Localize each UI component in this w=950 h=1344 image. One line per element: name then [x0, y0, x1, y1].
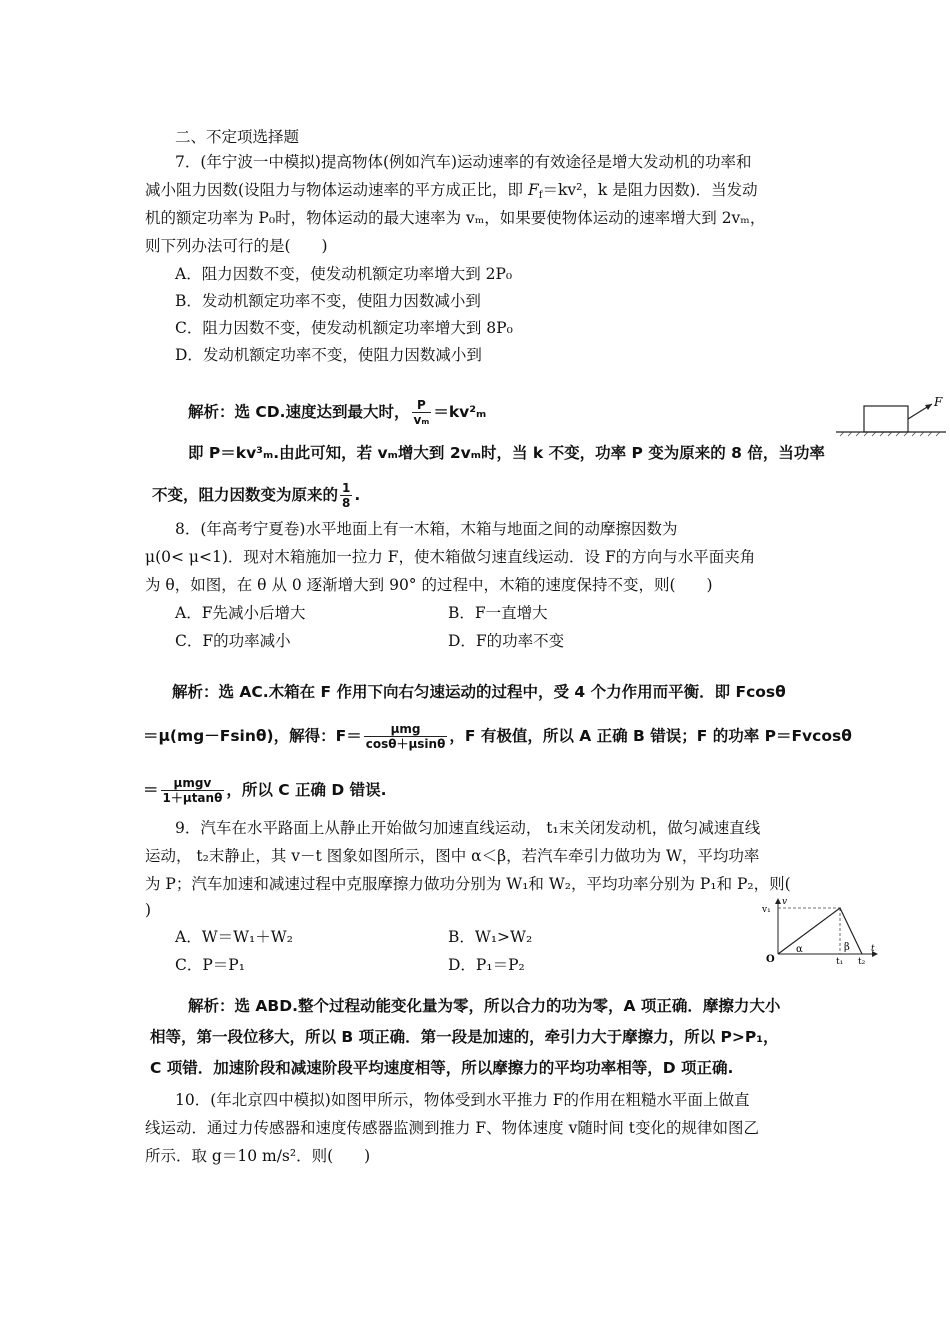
q8-line: 为 θ，如图，在 θ 从 0 逐渐增大到 90° 的过程中，木箱的速度保持不变，则( ): [145, 576, 713, 594]
arrow-head: [925, 404, 932, 410]
q7-option-a: A．阻力因数不变，使发动机额定功率增大到 2P₀: [175, 265, 513, 283]
fraction: $\frac{P}{\text{vₘ}}$: [413, 398, 430, 427]
fraction: $\frac{1}{8}$: [342, 481, 351, 510]
t-label: t: [871, 944, 875, 954]
fraction: $\frac{\text{μmgv}}{1+\mu\tan\theta}$: [162, 776, 223, 805]
q7-line: 则下列办法可行的是( ): [145, 237, 328, 255]
q9-line: 运动， t₂末静止，其 v－t 图象如图所示，图中 α＜β，若汽车牵引力做功为 W，平均功率: [145, 847, 760, 865]
q9-option-c: C．P＝P₁: [175, 956, 245, 974]
fraction: $\frac{\text{μmg}}{\cos\theta+\mu\sin\theta}$: [365, 722, 446, 751]
q9-line: 9．汽车在水平路面上从静止开始做匀加速直线运动， t₁末关闭发动机，做匀减速直线: [175, 819, 761, 837]
q7-analysis: 即 P＝kv³ₘ.由此可知，若 vₘ增大到 2vₘ时，当 k 不变，功率 P 变为原来的 8 倍，当功率: [188, 444, 825, 462]
origin-label: O: [766, 954, 775, 965]
q9-option-b: B．W₁>W₂: [448, 928, 533, 946]
q10-line: 所示．取 g＝10 m/s²．则( ): [145, 1147, 371, 1165]
v-label: v: [782, 897, 788, 907]
q8-option-d: D．F的功率不变: [448, 632, 565, 650]
q9-analysis: C 项错．加速阶段和减速阶段平均速度相等，所以摩擦力的平均功率相等，D 项正确.: [150, 1059, 734, 1077]
box: [864, 406, 908, 432]
q8-analysis: ＝μ(mg－Fsinθ)，解得：F＝ $\frac{\text{μmg}}{\cos\theta+\mu\sin\theta}$ ，F 有极值，所以 A 正确 B 错误；F 的功率 P＝Fvcosθ: [143, 722, 852, 751]
q10-line: 10．(年北京四中模拟)如图甲所示，物体受到水平推力 F的作用在粗糙水平面上做直: [175, 1091, 750, 1109]
q9-line: ): [145, 901, 152, 919]
q7-line: 减小阻力因数(设阻力与物体运动速率的平方成正比，即 $F_f=kv^2$，k 是阻力因数)．当发动: [145, 181, 758, 201]
t1-label: t₁: [836, 957, 844, 966]
q10-line: 线运动．通过力传感器和速度传感器监测到推力 F、物体速度 v随时间 t变化的规律如图乙: [145, 1119, 760, 1137]
q8-analysis: 解析：选 AC.木箱在 F 作用下向右匀速运动的过程中，受 4 个力作用而平衡．即 Fcosθ: [172, 683, 786, 701]
q9-option-a: A．W＝W₁＋W₂: [175, 928, 293, 946]
q7-analysis: 不变，阻力因数变为原来的 $\frac{1}{8}$ .: [152, 481, 361, 510]
box-pull-figure: [832, 392, 950, 440]
force-label: F: [934, 395, 943, 409]
q8-option-b: B．F一直增大: [448, 604, 548, 622]
alpha-label: α: [796, 944, 803, 955]
q8-line: μ(0< μ<1)．现对木箱施加一拉力 F，使木箱做匀速直线运动．设 F的方向与水平面夹角: [145, 548, 756, 566]
beta-label: β: [844, 942, 850, 953]
q7-option-d: D．发动机额定功率不变，使阻力因数减小到: [175, 346, 482, 364]
section-title: 二、不定项选择题: [175, 128, 300, 146]
q8-option-c: C．F的功率减小: [175, 632, 291, 650]
q9-line: 为 P；汽车加速和减速过程中克服摩擦力做功分别为 W₁和 W₂，平均功率分别为 P₁和 P₂，则(: [145, 875, 791, 893]
v1-label: v₁: [762, 905, 771, 915]
q7-option-c: C．阻力因数不变，使发动机额定功率增大到 8P₀: [175, 319, 513, 337]
q9-analysis: 相等，第一段位移大，所以 B 项正确．第一段是加速的，牵引力大于摩擦力，所以 P>P₁，: [150, 1028, 779, 1046]
q7-line: 7．(年宁波一中模拟)提高物体(例如汽车)运动速率的有效途径是增大发动机的功率和: [175, 153, 752, 171]
q9-option-d: D．P₁＝P₂: [448, 956, 525, 974]
q7-line: 机的额定功率为 P₀时，物体运动的最大速率为 vₘ，如果要使物体运动的速率增大到 2vₘ，: [145, 209, 766, 227]
q7-option-b: B．发动机额定功率不变，使阻力因数减小到: [175, 292, 481, 310]
ground-hatch: [840, 432, 940, 436]
q8-option-a: A．F先减小后增大: [175, 604, 306, 622]
q8-line: 8．(年高考宁夏卷)水平地面上有一木箱，木箱与地面之间的动摩擦因数为: [175, 520, 678, 538]
vt-graph: [758, 896, 884, 966]
t2-label: t₂: [858, 957, 866, 966]
q7-analysis: 解析：选 CD.速度达到最大时， $\frac{P}{\text{vₘ}}$ ＝kv²ₘ: [188, 398, 487, 427]
q8-analysis: ＝ $\frac{\text{μmgv}}{1+\mu\tan\theta}$ ，所以 C 正确 D 错误.: [143, 776, 387, 805]
q9-analysis: 解析：选 ABD.整个过程动能变化量为零，所以合力的功为零，A 项正确．摩擦力大小: [188, 997, 781, 1015]
